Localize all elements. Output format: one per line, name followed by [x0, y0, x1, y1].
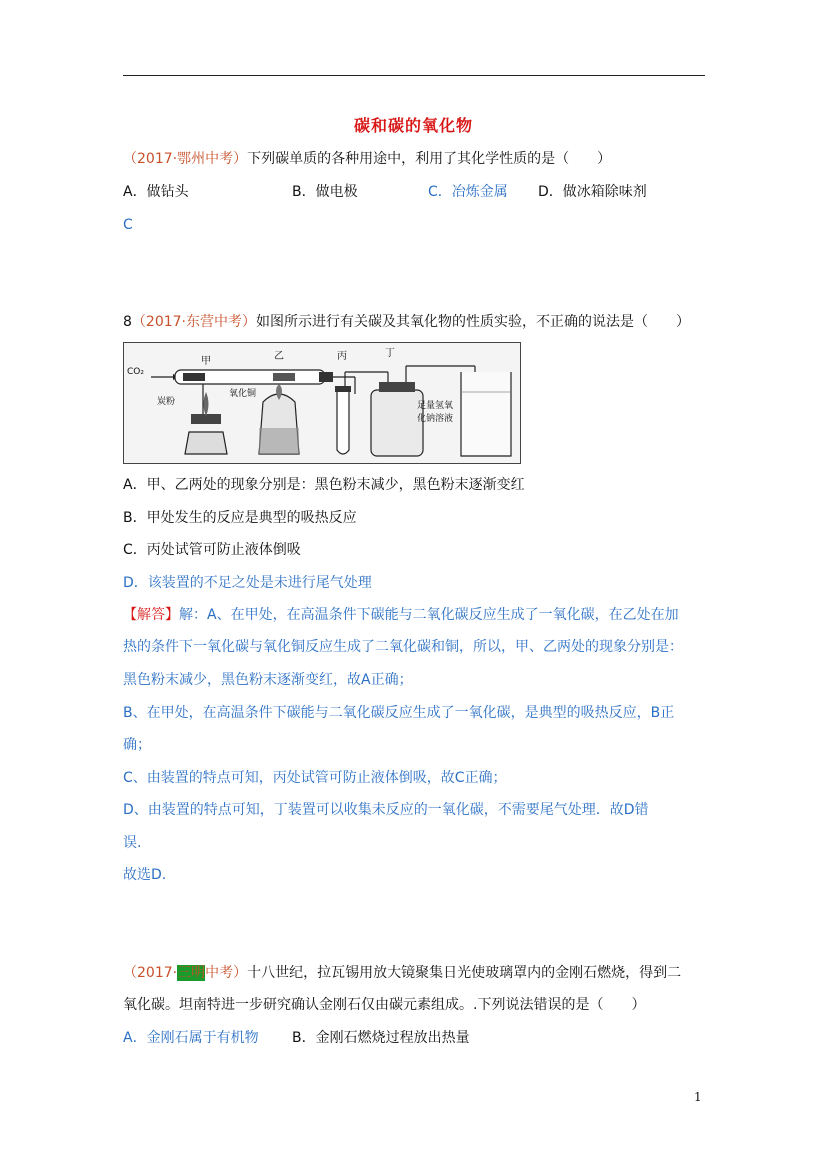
q2-solution-line-2: 热的条件下一氧化碳与氧化铜反应生成了二氧化碳和铜，所以，甲、乙两处的现象分别是： [123, 639, 683, 655]
q2-solution-line-1: 【解答】解：A、在甲处，在高温条件下碳能与二氧化碳反应生成了一氧化碳，在乙处在加 [123, 607, 679, 623]
q2-solution-line-3: 黑色粉末减少，黑色粉末逐渐变红，故A正确； [123, 672, 413, 688]
q2-source: （2017·东营中考） [131, 314, 257, 330]
label-yi: 乙 [274, 351, 284, 362]
label-tanfen: 炭粉 [157, 397, 176, 407]
header-rule [123, 75, 705, 76]
q3-stem-1: 十八世纪，拉瓦锡用放大镜聚集日光使玻璃罩内的金刚石燃烧，得到二 [247, 965, 682, 981]
q2-solution-line-6: C、由装置的特点可知，丙处试管可防止液体倒吸，故C正确； [123, 770, 507, 786]
q2-stem: 如图所示进行有关碳及其氧化物的性质实验，不正确的说法是（ ） [256, 314, 691, 330]
q3-option-b: B．金刚石燃烧过程放出热量 [292, 1030, 470, 1046]
q1-option-d: D．做冰箱除味剂 [538, 184, 647, 200]
q2-solution-label: 【解答】 [123, 607, 179, 623]
q2-stem-line [123, 312, 690, 332]
q3-source-highlight: 三明 [177, 965, 206, 981]
q2-option-c: C．丙处试管可防止液体倒吸 [123, 542, 301, 558]
q2-solution-line-5: 确； [123, 737, 151, 753]
document-title: 碳和碳的氧化物 [353, 116, 473, 135]
q3-stem-line-1 [123, 963, 681, 983]
label-co2: CO₂ [127, 367, 144, 377]
label-ding: 丁 [385, 348, 395, 359]
q1-option-c: C．冶炼金属 [428, 184, 508, 200]
q1-source: （2017·鄂州中考） [123, 151, 248, 167]
page-number: 1 [694, 1090, 702, 1104]
label-bing: 丙 [337, 351, 347, 362]
q3-option-a: A．金刚石属于有机物 [123, 1030, 259, 1046]
q2-option-a: A．甲、乙两处的现象分别是：黑色粉末减少，黑色粉末逐渐变红 [123, 477, 525, 493]
q2-solution-line-9: 故选D. [123, 867, 167, 883]
q1-stem: 下列碳单质的各种用途中，利用了其化学性质的是（ ） [247, 151, 612, 167]
label-naoh-1: 足量氢氧 [417, 401, 454, 411]
q1-answer: C [123, 217, 133, 233]
label-naoh-2: 化钠溶液 [417, 414, 454, 424]
apparatus-figure [123, 342, 521, 464]
q2-solution-line-4: B、在甲处，在高温条件下碳能与二氧化碳反应生成了一氧化碳，是典型的吸热反应，B正 [123, 705, 675, 721]
q2-solution-line-7: D、由装置的特点可知，丁装置可以收集未反应的一氧化碳，不需要尾气处理．故D错 [123, 802, 649, 818]
q3-stem-line-2: 氧化碳。坦南特进一步研究确认金刚石仅由碳元素组成。.下列说法错误的是（ ） [123, 997, 646, 1013]
q2-option-b: B．甲处发生的反应是典型的吸热反应 [123, 510, 357, 526]
q3-source: （2017·三明中考） [123, 965, 248, 981]
label-jia: 甲 [201, 356, 211, 367]
q1-option-b: B．做电极 [292, 184, 358, 200]
label-yanghuatong: 氧化铜 [229, 389, 257, 399]
q2-option-d: D．该装置的不足之处是未进行尾气处理 [123, 575, 372, 591]
q1-stem-line [123, 149, 611, 169]
q1-option-a: A．做钻头 [123, 184, 189, 200]
q2-number: 8 [123, 314, 132, 330]
q2-solution-line-8: 误. [123, 835, 142, 851]
